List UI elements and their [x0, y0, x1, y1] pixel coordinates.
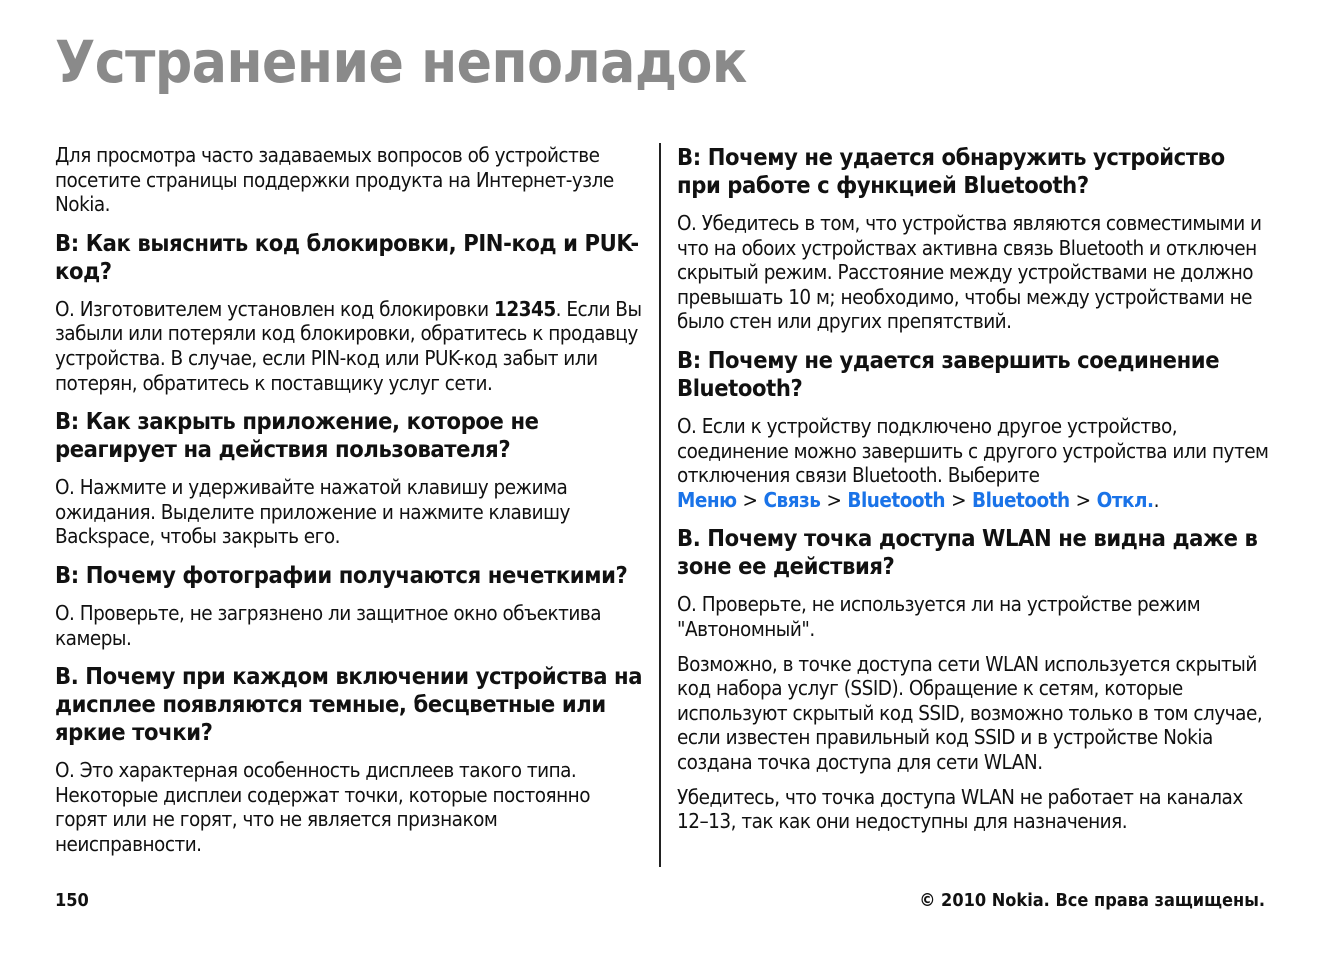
- copyright: © 2010 Nokia. Все права защищены.: [919, 890, 1265, 911]
- path-separator: >: [1075, 487, 1091, 512]
- question-close-app: В: Как закрыть приложение, которое не реагирует на действия пользователя?: [55, 407, 539, 464]
- column-divider: [659, 143, 661, 867]
- page-title: Устранение неполадок: [55, 28, 747, 96]
- menu-link-bluetooth-setting[interactable]: Bluetooth: [972, 487, 1070, 512]
- right-column: [677, 143, 1269, 844]
- answer-text: О. Изготовителем установлен код блокировки: [55, 296, 494, 321]
- answer-display-dots: О. Это характерная особенность дисплеев такого типа. Некоторые дисплеи содержат точки, которые постоянно горят или не горят, что не является признаком неисправности.: [55, 758, 590, 856]
- question-display-dots: В. Почему при каждом включении устройства на дисплее появляются темные, бесцветные или яркие точки?: [55, 662, 643, 747]
- answer-bluetooth-disconnect: [677, 414, 1269, 512]
- question-bluetooth-disconnect: В: Почему не удается завершить соединение Bluetooth?: [677, 345, 1220, 402]
- menu-link-bluetooth[interactable]: Bluetooth: [847, 487, 946, 512]
- path-separator: >: [742, 487, 758, 512]
- answer-text: О. Если к устройству подключено другое устройство, соединение можно завершить с другого устройства или путем отключения связи Bluetooth. Выберите: [677, 413, 1269, 488]
- answer-wlan-offline: О. Проверьте, не используется ли на устройстве режим "Автономный".: [677, 592, 1201, 641]
- menu-link-menu[interactable]: Меню: [677, 487, 737, 512]
- left-column: [55, 143, 647, 867]
- question-bluetooth-discover: В: Почему не удается обнаружить устройство при работе с функцией Bluetooth?: [677, 143, 1225, 199]
- path-separator: >: [951, 487, 967, 512]
- answer-blurry-photos: О. Проверьте, не загрязнено ли защитное окно объектива камеры.: [55, 600, 602, 650]
- answer-text: .: [1153, 487, 1159, 512]
- answer-wlan-ssid: Возможно, в точке доступа сети WLAN используется скрытый код набора услуг (SSID). Обращение к сетям, которые используют скрытый код SSID, возможно только в том случае, если известен правильный код SSID и в устройстве Nokia создана точка доступа для сети WLAN.: [677, 651, 1263, 774]
- menu-link-off[interactable]: Откл.: [1096, 487, 1154, 512]
- intro-text: Для просмотра часто задаваемых вопросов об устройстве посетите страницы поддержки продукта на Интернет-узле Nokia.: [55, 143, 614, 217]
- lock-code-value: 12345: [493, 296, 556, 321]
- answer-lock-code: [55, 297, 647, 395]
- answer-bluetooth-discover: О. Убедитесь в том, что устройства являются совместимыми и что на обоих устройствах активна связь Bluetooth и отключен скрытый режим. Расстояние между устройствами не должно превышать 10 м; необходимо, чтобы между устройствами не было стен или других препятствий.: [677, 211, 1262, 334]
- question-wlan-visibility: В. Почему точка доступа WLAN не видна даже в зоне ее действия?: [677, 524, 1258, 581]
- path-separator: >: [826, 487, 842, 512]
- page-number: 150: [55, 890, 89, 911]
- question-blurry-photos: В: Почему фотографии получаются нечеткими?: [55, 560, 628, 589]
- answer-text: . Если Вы забыли или потеряли код блокировки, обратитесь к продавцу устройства. В случае, если PIN-код или PUK-код забыт или потерян, обратитесь к поставщику услуг сети.: [55, 296, 642, 395]
- answer-close-app: О. Нажмите и удерживайте нажатой клавишу режима ожидания. Выделите приложение и нажмите клавишу Backspace, чтобы закрыть его.: [55, 475, 570, 549]
- menu-link-connectivity[interactable]: Связь: [763, 487, 821, 512]
- question-lock-code: В: Как выяснить код блокировки, PIN-код и PUK-код?: [55, 228, 639, 285]
- answer-wlan-channels: Убедитесь, что точка доступа WLAN не работает на каналах 12–13, так как они недоступны для назначения.: [677, 784, 1243, 834]
